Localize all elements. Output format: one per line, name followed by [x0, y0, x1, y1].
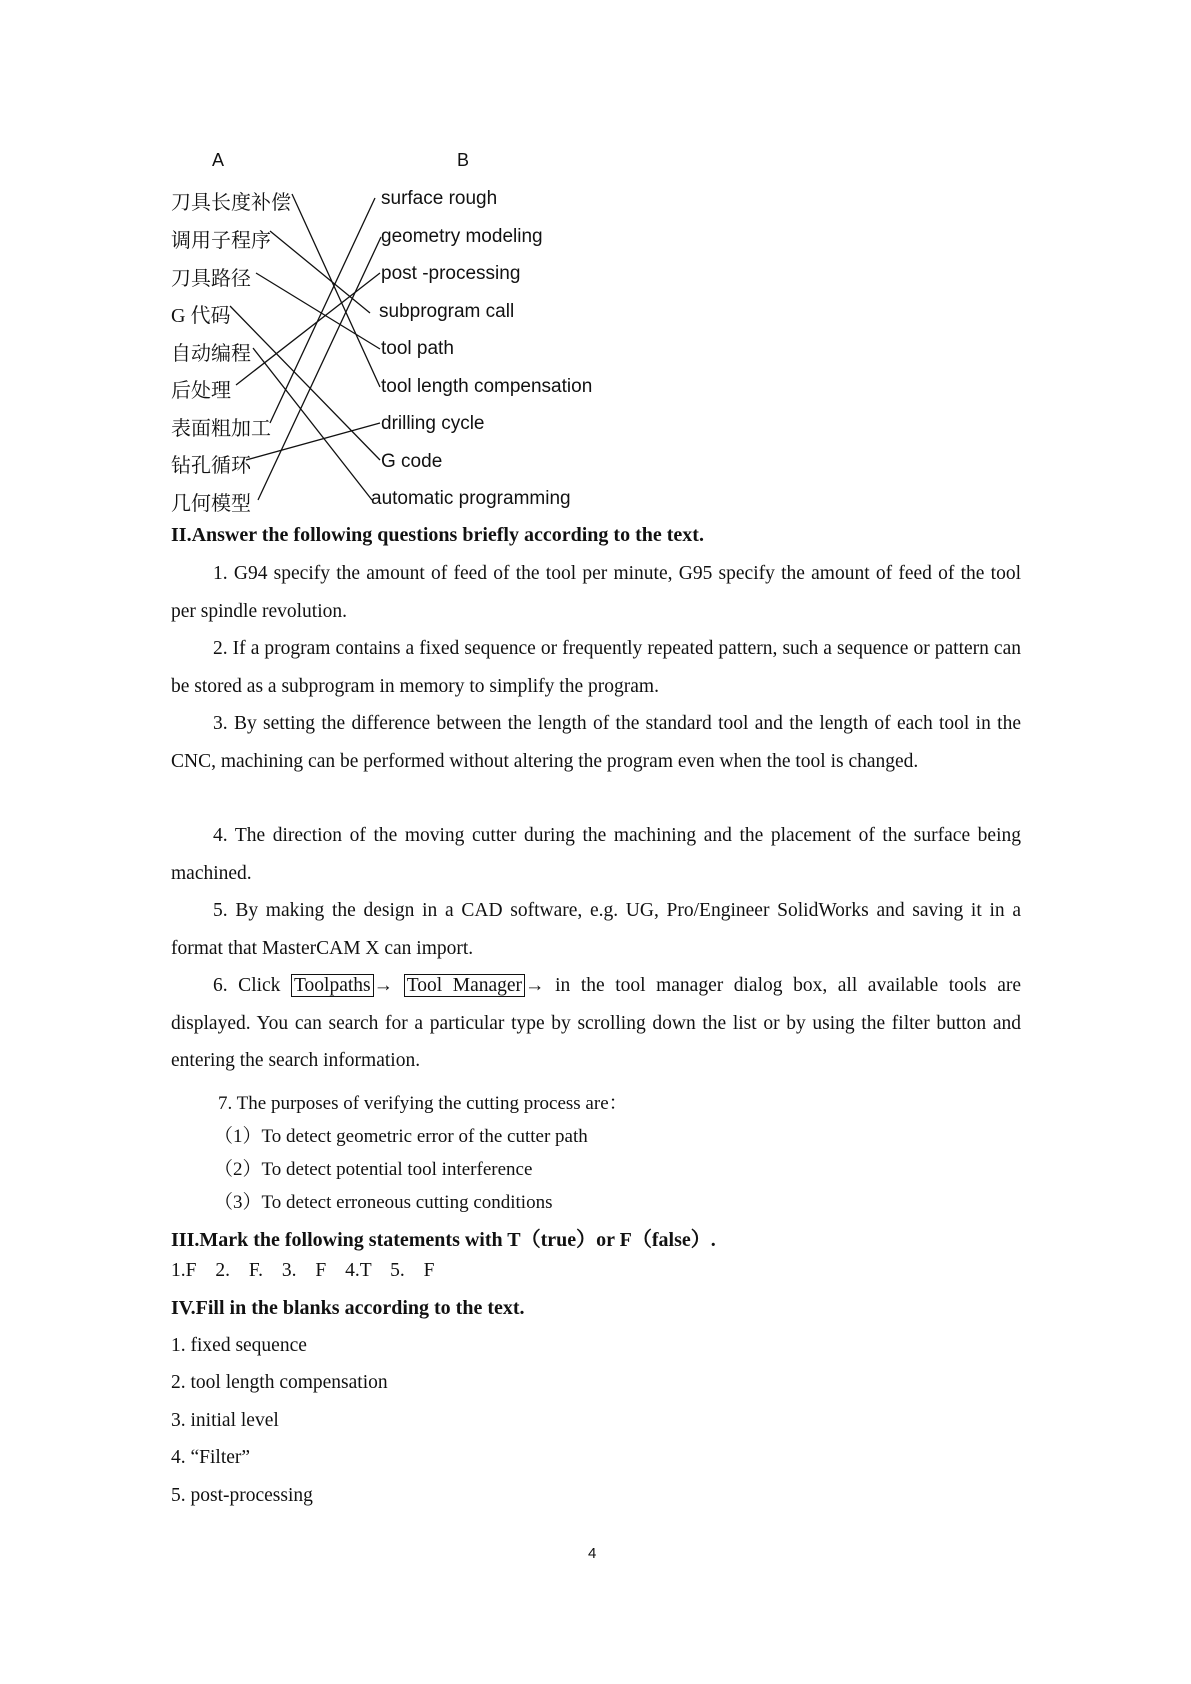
section-4-heading: IV.Fill in the blanks according to the text. — [171, 1297, 525, 1319]
match-line-2 — [270, 231, 370, 313]
match-line-5 — [253, 348, 372, 500]
term-b-7: drilling cycle — [381, 413, 485, 434]
answer-6-arrow: → — [373, 975, 404, 996]
match-line-6 — [236, 273, 380, 385]
answer-2-6 — [171, 967, 1021, 1080]
term-a-9: 几何模型 — [171, 493, 251, 515]
blank-answer-1: 1. fixed sequence — [171, 1335, 307, 1356]
answer-6-rest: → in the tool manager dialog box, all available tools are displayed. You can search for a particular type by scrolling down the list or by using the filter button and entering the search information. — [171, 975, 1022, 1071]
blank-answer-2: 2. tool length compensation — [171, 1372, 388, 1393]
match-line-8 — [246, 423, 380, 460]
term-a-2: 调用子程序 — [171, 230, 271, 252]
term-a-5: 自动编程 — [171, 343, 251, 365]
blank-answer-4: 4. “Filter” — [171, 1447, 251, 1468]
term-b-9: automatic programming — [371, 488, 571, 509]
answer-2-7-item-3: （3）To detect erroneous cutting conditions — [214, 1192, 553, 1213]
term-a-1: 刀具长度补偿 — [171, 192, 291, 214]
match-line-3 — [256, 273, 380, 349]
column-a-header: A — [212, 150, 225, 170]
section-3-heading: III.Mark the following statements with T（true）or F（false）. — [171, 1229, 716, 1251]
term-a-7: 表面粗加工 — [171, 418, 271, 440]
match-line-1 — [292, 194, 380, 387]
term-b-6: tool length compensation — [381, 376, 593, 397]
term-b-8: G code — [381, 451, 443, 472]
match-line-4 — [230, 306, 380, 460]
section-2-heading: II.Answer the following questions briefly according to the text. — [171, 524, 704, 546]
term-a-3: 刀具路径 — [171, 268, 251, 290]
term-b-3: post -processing — [381, 263, 521, 284]
match-line-7 — [270, 198, 375, 423]
toolpaths-menu-box: Toolpaths — [291, 974, 374, 997]
term-b-1: surface rough — [381, 188, 498, 209]
answer-2-7-item-1: （1）To detect geometric error of the cutter path — [214, 1126, 588, 1147]
term-a-4: G 代码 — [171, 305, 231, 327]
answer-2-7-item-2: （2）To detect potential tool interference — [214, 1159, 533, 1180]
tool-manager-menu-box: Tool Manager — [404, 974, 525, 997]
blank-answer-3: 3. initial level — [171, 1410, 279, 1431]
term-a-6: 后处理 — [171, 380, 231, 402]
answer-6-prefix: 6. Click — [213, 975, 291, 996]
match-line-9 — [258, 237, 381, 500]
term-b-4: subprogram call — [379, 301, 515, 322]
answer-2-3: 3. By setting the difference between the length of the standard tool and the length of each tool in the CNC, machining can be performed without altering the program even when the tool is changed. — [171, 713, 1021, 772]
term-a-8: 钻孔循环 — [171, 455, 251, 477]
answer-2-2: 2. If a program contains a fixed sequence or frequently repeated pattern, such a sequence or pattern can be stored as a subprogram in memory to simplify the program. — [171, 638, 1021, 697]
answer-2-5: 5. By making the design in a CAD software, e.g. UG, Pro/Engineer SolidWorks and saving it in a format that MasterCAM X can import. — [171, 900, 1021, 959]
answer-2-4: 4. The direction of the moving cutter during the machining and the placement of the surface being machined. — [171, 825, 1021, 884]
true-false-answers: 1.F 2. F. 3. F 4.T 5. F — [171, 1260, 435, 1281]
page-number: 4 — [588, 1545, 597, 1562]
matching-lines — [0, 0, 1191, 560]
term-b-5: tool path — [381, 338, 454, 359]
answer-2-1: 1. G94 specify the amount of feed of the tool per minute, G95 specify the amount of feed of the tool per spindle revolution. — [171, 563, 1021, 622]
answer-2-7-intro: 7. The purposes of verifying the cutting process are： — [218, 1093, 628, 1114]
column-b-header: B — [457, 150, 470, 170]
term-b-2: geometry modeling — [381, 226, 543, 247]
blank-answer-5: 5. post-processing — [171, 1485, 313, 1506]
